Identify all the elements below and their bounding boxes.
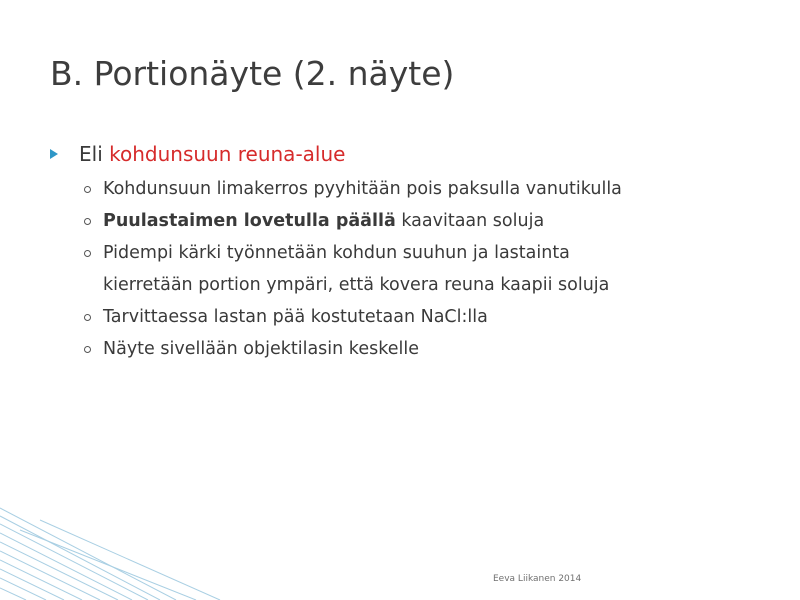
main-bullet-text: [79, 139, 345, 169]
sub-bullet-text-line2: kierretään portion ympäri, että kovera reuna kaapii soluja: [103, 275, 610, 295]
decoration-line: [0, 508, 176, 600]
triangle-bullet-icon: [50, 149, 58, 159]
decoration-line: [0, 588, 26, 600]
circle-bullet-icon: [84, 314, 91, 321]
footer-author: Eeva Liikanen 2014: [493, 574, 582, 584]
main-bullet-highlight: kohdunsuun reuna-alue: [109, 142, 346, 166]
sub-bullet-text: Näyte sivellään objektilasin keskelle: [103, 339, 419, 359]
main-bullet-prefix: Eli: [79, 142, 110, 166]
decoration-line: [0, 542, 118, 600]
sub-bullet-text: kaavitaan soluja: [395, 211, 545, 231]
decoration-line: [0, 569, 64, 600]
sub-bullet-text-line1: Pidempi kärki työnnetään kohdun suuhun ja lastainta: [103, 243, 570, 263]
sub-bullet-text: Kohdunsuun limakerros pyyhitään pois paksulla vanutikulla: [103, 179, 622, 199]
sub-bullet-item: [84, 205, 734, 237]
sub-bullet-item: [84, 333, 734, 365]
slide-title: B. Portionäyte (2. näyte): [50, 54, 455, 93]
sub-bullet-text: Tarvittaessa lastan pää kostutetaan NaCl:lla: [103, 307, 488, 327]
sub-bullet-bold-text: Puulastaimen lovetulla päällä: [103, 211, 396, 231]
decoration-line: [0, 578, 46, 600]
sub-bullet-item: [84, 173, 734, 205]
sub-bullet-item: [84, 301, 734, 333]
circle-bullet-icon: [84, 186, 91, 193]
circle-bullet-icon: [84, 346, 91, 353]
sub-bullet-item: [84, 237, 734, 301]
sub-bullet-list: [84, 173, 734, 365]
decoration-line: [0, 516, 160, 600]
circle-bullet-icon: [84, 250, 91, 257]
circle-bullet-icon: [84, 218, 91, 225]
decoration-line: [40, 520, 220, 600]
